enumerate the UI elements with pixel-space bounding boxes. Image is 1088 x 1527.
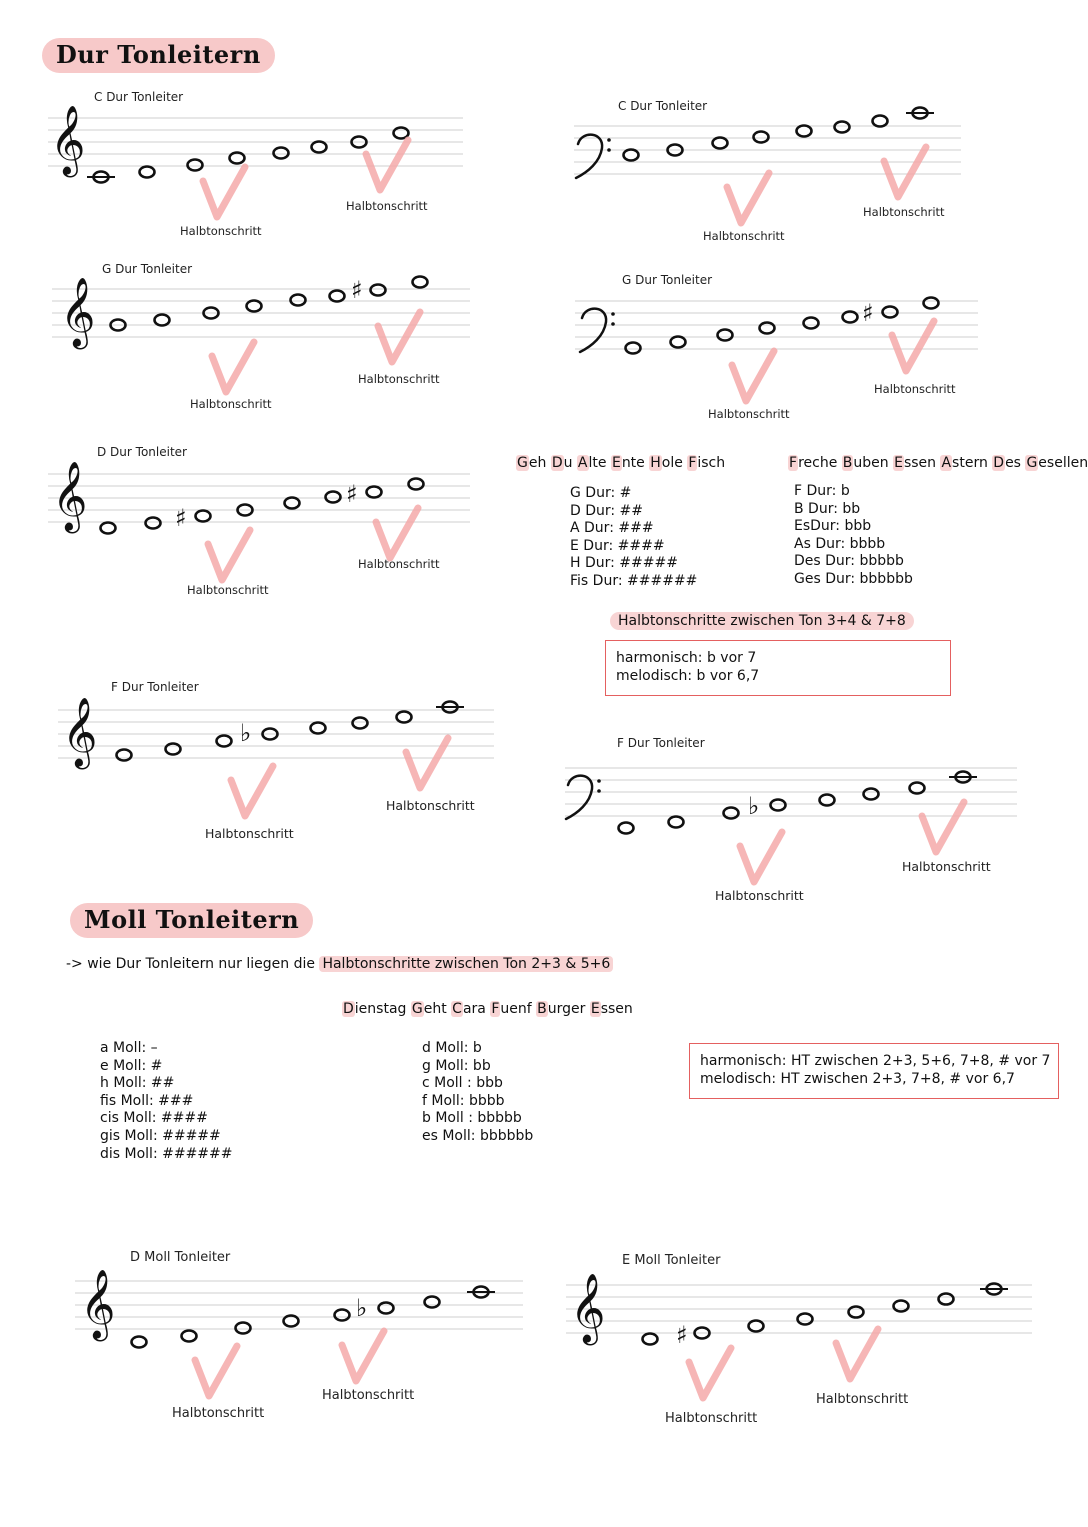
check-mark-icon [727, 173, 769, 223]
check-mark-icon [208, 530, 250, 580]
whole-note [754, 132, 769, 143]
key-entry: c Moll : bbb [422, 1075, 503, 1092]
whole-note [849, 1307, 864, 1318]
whole-note [312, 142, 327, 153]
mnemonic-word: Essen [590, 1001, 633, 1017]
bass-clef-dot [611, 322, 615, 326]
check-mark-icon [342, 1331, 384, 1381]
title-d-moll: D Moll Tonleiter [130, 1250, 231, 1265]
whole-note [285, 498, 300, 509]
mnemonic-word: Freche [789, 455, 838, 471]
check-mark-icon [884, 147, 926, 197]
dur-heading: Dur Tonleitern [42, 38, 275, 73]
bass-clef-dot [607, 138, 611, 142]
whole-note [671, 337, 686, 348]
halbton-label: Halbtonschritt [665, 1411, 758, 1426]
halbton-label: Halbtonschritt [358, 372, 440, 386]
whole-note [409, 479, 424, 490]
mnemonic-word: Buben [842, 455, 889, 471]
mnemonic-word: Burger [537, 1001, 586, 1017]
treble-clef-icon: 𝄞 [50, 105, 86, 175]
whole-note [724, 808, 739, 819]
mnemonic-word: Geht [411, 1001, 447, 1017]
key-entry: dis Moll: ###### [100, 1145, 233, 1162]
whole-note [236, 1323, 251, 1334]
box-line: harmonisch: HT zwischen 2+3, 5+6, 7+8, # vor 7 [700, 1053, 1051, 1069]
mnemonic-word: Des [993, 455, 1021, 471]
check-mark-icon [892, 321, 934, 371]
key-entry: Fis Dur: ###### [570, 572, 698, 589]
whole-note [146, 518, 161, 529]
moll-sharp-list [100, 1040, 233, 1163]
whole-note [939, 1294, 954, 1305]
dur-moll-variants-box [605, 640, 951, 696]
whole-note [835, 122, 850, 133]
whole-note [247, 301, 262, 312]
bass-clef-icon [576, 135, 602, 178]
bass-clef-dot [597, 789, 601, 793]
key-entry: e Moll: # [100, 1057, 163, 1074]
key-entry: gis Moll: ##### [100, 1127, 221, 1144]
treble-clef-icon: 𝄞 [60, 277, 96, 347]
whole-note [166, 744, 181, 755]
whole-note [274, 148, 289, 159]
mnemonic-sharp-keys [516, 455, 725, 471]
check-mark-icon [732, 351, 774, 401]
mnemonic-word: Astern [941, 455, 988, 471]
key-entry: b Moll : bbbbb [422, 1110, 522, 1127]
flat-key-list [794, 483, 913, 589]
check-mark-icon [212, 342, 254, 392]
halbton-label: Halbtonschritt [190, 397, 272, 411]
whole-note [626, 343, 641, 354]
whole-note [394, 128, 409, 139]
mnemonic-word: Dienstag [343, 1001, 407, 1017]
sharp-icon: ♯ [676, 1321, 688, 1349]
key-entry: es Moll: bbbbbb [422, 1127, 534, 1144]
halbton-label: Halbtonschritt [816, 1392, 909, 1407]
sharp-key-list [570, 485, 697, 591]
mnemonic-word: Fuenf [491, 1001, 532, 1017]
key-entry: d Moll: b [422, 1040, 482, 1056]
halbton-label: Halbtonschritt [902, 859, 991, 874]
bass-clef-dot [597, 779, 601, 783]
halbton-label: Halbtonschritt [715, 888, 804, 903]
whole-note [619, 823, 634, 834]
whole-note [413, 277, 428, 288]
whole-note [873, 116, 888, 127]
whole-note [291, 295, 306, 306]
mnemonic-word: Cara [452, 1001, 486, 1017]
box-line: melodisch: b vor 6,7 [616, 668, 760, 684]
halbton-label: Halbtonschritt [322, 1388, 415, 1403]
whole-note [101, 523, 116, 534]
whole-note [196, 511, 211, 522]
whole-note [182, 1331, 197, 1342]
key-entry: D Dur: ## [570, 502, 644, 519]
key-entry: G Dur: # [570, 485, 632, 501]
whole-note [643, 1334, 658, 1345]
whole-note [749, 1321, 764, 1332]
halbton-label: Halbtonschritt [346, 199, 428, 213]
halbton-label: Halbtonschritt [708, 407, 790, 421]
key-entry: cis Moll: #### [100, 1110, 208, 1127]
whole-note [353, 718, 368, 729]
halbton-label: Halbtonschritt [703, 229, 785, 243]
whole-note [624, 150, 639, 161]
dur-halbton-rule: Halbtonschritte zwischen Ton 3+4 & 7+8 [610, 612, 914, 630]
whole-note [924, 298, 939, 309]
whole-note [330, 291, 345, 302]
whole-note [132, 1337, 147, 1348]
key-entry: f Moll: bbbb [422, 1092, 505, 1109]
halbton-label: Halbtonschritt [205, 826, 294, 841]
check-mark-icon [922, 802, 964, 852]
key-entry: EsDur: bbb [794, 518, 872, 535]
sharp-icon: ♯ [351, 276, 363, 304]
key-entry: fis Moll: ### [100, 1092, 194, 1109]
whole-note [397, 712, 412, 723]
title-f-bass: F Dur Tonleiter [617, 736, 705, 750]
check-mark-icon [203, 167, 245, 217]
whole-note [864, 789, 879, 800]
whole-note [894, 1301, 909, 1312]
sharp-icon: ♯ [862, 299, 874, 327]
bass-clef-dot [611, 312, 615, 316]
whole-note [155, 315, 170, 326]
whole-note [804, 318, 819, 329]
check-mark-icon [740, 832, 782, 882]
whole-note [883, 307, 898, 318]
treble-clef-icon: 𝄞 [62, 697, 98, 767]
mnemonic-word: Alte [577, 455, 607, 471]
halbton-label: Halbtonschritt [187, 583, 269, 597]
whole-note [718, 330, 733, 341]
box-line: harmonisch: b vor 7 [616, 650, 757, 666]
whole-note [371, 285, 386, 296]
whole-note [117, 750, 132, 761]
flat-icon: ♭ [240, 719, 252, 747]
halbton-label: Halbtonschritt [386, 798, 475, 813]
mnemonic-word: Du [551, 455, 573, 471]
check-mark-icon [195, 1346, 237, 1396]
flat-icon: ♭ [356, 1294, 368, 1322]
whole-note [798, 1314, 813, 1325]
title-c-treble: C Dur Tonleiter [94, 90, 184, 104]
title-g-treble: G Dur Tonleiter [102, 262, 193, 276]
title-c-bass: C Dur Tonleiter [618, 99, 708, 113]
check-mark-icon [689, 1348, 731, 1398]
moll-intro-prefix: -> wie Dur Tonleitern nur liegen die [66, 956, 315, 972]
sharp-icon: ♯ [346, 480, 358, 508]
title-e-moll: E Moll Tonleiter [622, 1253, 721, 1268]
bass-clef-icon [566, 776, 592, 819]
whole-note [217, 736, 232, 747]
bass-clef-icon [580, 309, 606, 352]
moll-intro [66, 956, 613, 972]
whole-note [760, 323, 775, 334]
mnemonic-word: Hole [650, 455, 683, 471]
key-entry: a Moll: – [100, 1040, 158, 1056]
mnemonic-word: Geh [517, 455, 547, 471]
treble-clef-icon: 𝄞 [52, 461, 88, 531]
title-g-bass: G Dur Tonleiter [622, 273, 713, 287]
key-entry: Des Dur: bbbbb [794, 553, 904, 570]
key-entry: E Dur: #### [570, 537, 665, 554]
whole-note [367, 487, 382, 498]
whole-note [140, 167, 155, 178]
mnemonic-word: Ente [611, 455, 645, 471]
whole-note [311, 723, 326, 734]
key-entry: h Moll: ## [100, 1075, 175, 1092]
moll-variants-box [689, 1043, 1059, 1099]
box-line: melodisch: HT zwischen 2+3, 7+8, # vor 6,7 [700, 1071, 1015, 1087]
bass-clef-dot [607, 148, 611, 152]
title-d-treble: D Dur Tonleiter [97, 445, 187, 459]
key-entry: H Dur: ##### [570, 555, 678, 572]
halbton-label: Halbtonschritt [863, 205, 945, 219]
mnemonic-word: Fisch [688, 455, 726, 471]
title-f-treble: F Dur Tonleiter [111, 680, 199, 694]
whole-note [797, 126, 812, 137]
mnemonic-moll-keys [342, 1001, 633, 1017]
whole-note [188, 160, 203, 171]
key-entry: B Dur: bb [794, 500, 861, 517]
whole-note [713, 138, 728, 149]
key-entry: A Dur: ### [570, 520, 654, 537]
check-mark-icon [366, 140, 408, 190]
moll-heading: Moll Tonleitern [70, 903, 313, 938]
check-mark-icon [836, 1329, 878, 1379]
halbton-label: Halbtonschritt [874, 382, 956, 396]
check-mark-icon [231, 766, 273, 816]
whole-note [326, 492, 341, 503]
sharp-icon: ♯ [175, 504, 187, 532]
moll-intro-highlight: Halbtonschritte zwischen Ton 2+3 & 5+6 [319, 956, 613, 972]
key-entry: F Dur: b [794, 483, 850, 499]
treble-clef-icon: 𝄞 [570, 1273, 606, 1343]
key-entry: As Dur: bbbb [794, 535, 886, 552]
flat-icon: ♭ [748, 792, 760, 820]
moll-flat-list [422, 1040, 533, 1146]
whole-note [425, 1297, 440, 1308]
whole-note [669, 817, 684, 828]
halbton-label: Halbtonschritt [358, 557, 440, 571]
key-entry: Ges Dur: bbbbbb [794, 570, 913, 587]
key-entry: g Moll: bb [422, 1057, 491, 1074]
whole-note [379, 1303, 394, 1314]
whole-note [335, 1310, 350, 1321]
mnemonic-word: Gesellen [1026, 455, 1088, 471]
mnemonic-flat-keys [788, 455, 1088, 471]
whole-note [771, 800, 786, 811]
halbton-label: Halbtonschritt [172, 1406, 265, 1421]
check-mark-icon [376, 508, 418, 558]
mnemonic-word: Essen [894, 455, 937, 471]
halbton-label: Halbtonschritt [180, 224, 262, 238]
treble-clef-icon: 𝄞 [80, 1269, 116, 1339]
